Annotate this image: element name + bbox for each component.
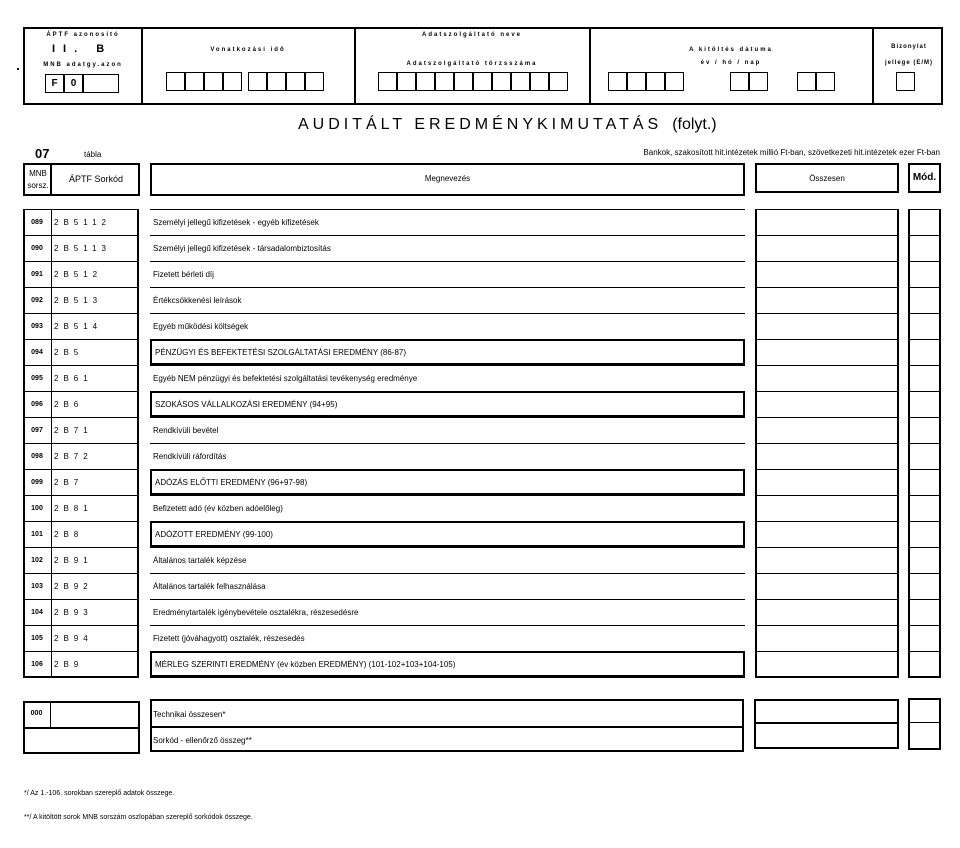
row-aptf-code: 2B513 (54, 295, 103, 305)
table-row (0, 365, 960, 391)
datum-cell-1[interactable] (608, 72, 627, 91)
col-header-mnb: MNB sorsz. (27, 169, 49, 190)
row-label: Rendkívüli ráfordítás (150, 443, 745, 469)
row-label: Rendkívüli bevétel (150, 417, 745, 443)
row-mod-input[interactable] (908, 417, 941, 443)
table-row (0, 417, 960, 443)
row-mod-input[interactable] (908, 235, 941, 261)
torzs-cell-9[interactable] (530, 72, 549, 91)
row-mnb-number: 102 (31, 556, 43, 564)
row-label: Eredménytartalék igénybevétele osztalékra, részesedésre (150, 599, 745, 625)
row-label: Fizetett bérleti díj (150, 261, 745, 287)
row-aptf-code: 2B91 (54, 555, 93, 565)
row-osszesen-input[interactable] (755, 261, 899, 287)
table-row (0, 313, 960, 339)
row-osszesen-input[interactable] (755, 365, 899, 391)
row-mnb-number: 096 (31, 400, 43, 408)
row-mnb-number: 098 (31, 452, 43, 460)
row-label: Befizetett adó (év közben adóelőleg) (150, 495, 745, 521)
row-osszesen-input[interactable] (755, 209, 899, 235)
aptf-label: ÁPTF azonosító (46, 32, 120, 38)
row-osszesen-input[interactable] (755, 313, 899, 339)
row-mod-input[interactable] (908, 495, 941, 521)
summary-left-vline (50, 701, 51, 728)
header-divider-3 (589, 27, 591, 105)
row-label: SZOKÁSOS VÁLLALKOZÁSI EREDMÉNY (94+95) (150, 391, 745, 417)
col-header-mod-label: Mód. (912, 172, 937, 183)
row-label: PÉNZÜGYI ÉS BEFEKTETÉSI SZOLGÁLTATÁSI EREDMÉNY (86-87) (150, 339, 745, 365)
row-osszesen-input[interactable] (755, 443, 899, 469)
row-aptf-code: 2B81 (54, 503, 93, 513)
row-osszesen-input[interactable] (755, 599, 899, 625)
body-bottom-mod (908, 676, 941, 678)
torzs-cell-10[interactable] (549, 72, 568, 91)
row-mod-input[interactable] (908, 443, 941, 469)
table-row (0, 469, 960, 495)
torzs-cell-4[interactable] (435, 72, 454, 91)
row-label: MÉRLEG SZERINTI EREDMÉNY (év közben EREDMÉNY) (101-102+103+104-105) (150, 651, 745, 677)
mnb-cell-1[interactable]: F (45, 74, 64, 93)
vonatkozas-label: Vonatkozási idő (210, 47, 286, 53)
summary-osszesen-input-2[interactable] (754, 722, 899, 749)
datum-cell-4[interactable] (665, 72, 684, 91)
row-osszesen-input[interactable] (755, 651, 899, 677)
row-aptf-code: 2B7 (54, 477, 84, 487)
row-mnb-number: 091 (31, 270, 43, 278)
row-osszesen-input[interactable] (755, 287, 899, 313)
tabla-label: tábla (84, 150, 102, 159)
summary-osszesen-input-1[interactable] (754, 699, 899, 723)
table-number: 07 (35, 146, 50, 161)
row-mod-input[interactable] (908, 599, 941, 625)
row-aptf-code: 2B93 (54, 607, 93, 617)
body-bottom-left (23, 676, 139, 678)
row-mod-input[interactable] (908, 313, 941, 339)
body-bottom-megnevezes (150, 677, 745, 678)
row-mnb-number: 097 (31, 426, 43, 434)
row-osszesen-input[interactable] (755, 521, 899, 547)
row-osszesen-input[interactable] (755, 235, 899, 261)
row-osszesen-input[interactable] (755, 495, 899, 521)
summary-row1-label: Technikai összesen* (153, 710, 226, 719)
header-divider-2 (354, 27, 356, 105)
row-osszesen-input[interactable] (755, 469, 899, 495)
table-row (0, 599, 960, 625)
table-row (0, 339, 960, 365)
vonatkozas-cell-1[interactable] (166, 72, 185, 91)
summary-row2-label: Sorkód - ellenőrző összeg** (153, 736, 252, 745)
row-aptf-code: 2B72 (54, 451, 93, 461)
torzs-cell-5[interactable] (454, 72, 473, 91)
datum-cell-8[interactable] (816, 72, 835, 91)
col-header-megnevezes-label: Megnevezés (424, 174, 471, 183)
vonatkozas-cell-6[interactable] (267, 72, 286, 91)
vonatkozas-cell-4[interactable] (223, 72, 242, 91)
table-row (0, 443, 960, 469)
torzs-cell-6[interactable] (473, 72, 492, 91)
jellege-label: jellege (E/M) (884, 60, 933, 66)
row-mod-input[interactable] (908, 365, 941, 391)
table-row (0, 235, 960, 261)
adatszolg-torzs-label: Adatszolgáltató törzsszáma (406, 61, 538, 67)
vonatkozas-cell-2[interactable] (185, 72, 204, 91)
row-label: Fizetett (jóváhagyott) osztalék, részesedés (150, 625, 745, 651)
page-title (298, 116, 717, 134)
adatszolg-nev-label: Adatszolgáltató neve (421, 32, 522, 38)
summary-mod-hline (908, 722, 941, 723)
row-mod-input[interactable] (908, 261, 941, 287)
table-row (0, 391, 960, 417)
row-osszesen-input[interactable] (755, 391, 899, 417)
table-row (0, 651, 960, 677)
table-row (0, 261, 960, 287)
torzs-cell-1[interactable] (378, 72, 397, 91)
row-label: Értékcsökkenési leírások (150, 287, 745, 313)
row-mnb-number: 106 (31, 660, 43, 668)
row-mnb-number: 090 (31, 244, 43, 252)
bizonylat-label: Bizonylat (891, 44, 927, 50)
row-label: ADÓZOTT EREDMÉNY (99-100) (150, 521, 745, 547)
mnb-cell-3[interactable] (83, 74, 119, 93)
torzs-cell-2[interactable] (397, 72, 416, 91)
row-mnb-number: 099 (31, 478, 43, 486)
row-mod-input[interactable] (908, 287, 941, 313)
col-header-osszesen-label: Összesen (809, 174, 845, 183)
table-row (0, 287, 960, 313)
row-mod-input[interactable] (908, 625, 941, 651)
row-aptf-code: 2B92 (54, 581, 93, 591)
mnb-label: MNB adatgy.azon (43, 62, 123, 68)
row-aptf-code: 2B61 (54, 373, 93, 383)
table-row (0, 521, 960, 547)
row-mnb-number: 089 (31, 218, 43, 226)
header-divider-1 (141, 27, 143, 105)
row-mnb-number: 105 (31, 634, 43, 642)
vonatkozas-cell-8[interactable] (305, 72, 324, 91)
row-osszesen-input[interactable] (755, 547, 899, 573)
row-aptf-code: 2B8 (54, 529, 84, 539)
vonatkozas-cell-5[interactable] (248, 72, 267, 91)
row-mod-input[interactable] (908, 573, 941, 599)
row-label: Személyi jellegű kifizetések - egyéb kifizetések (150, 209, 745, 235)
row-aptf-code: 2B6 (54, 399, 84, 409)
header-divider-4 (872, 27, 874, 105)
torzs-cell-3[interactable] (416, 72, 435, 91)
row-osszesen-input[interactable] (755, 573, 899, 599)
col-header-aptf: ÁPTF Sorkód (68, 174, 124, 184)
title-suffix: (folyt.) (672, 116, 717, 133)
summary-mod-frame (908, 698, 941, 750)
datum-cell-5[interactable] (730, 72, 749, 91)
aptf-code: II. B (52, 43, 113, 55)
kitoltes-label: A kitöltés dátuma (689, 47, 773, 53)
row-mnb-number: 093 (31, 322, 43, 330)
row-aptf-code: 2B5 (54, 347, 84, 357)
row-mod-input[interactable] (908, 391, 941, 417)
row-aptf-code: 2B5113 (54, 243, 111, 253)
row-mnb-number: 095 (31, 374, 43, 382)
table-row (0, 209, 960, 235)
title-main: AUDITÁLT EREDMÉNYKIMUTATÁS (298, 116, 663, 133)
row-mnb-number: 104 (31, 608, 43, 616)
kitoltes-format: év / hó / nap (700, 60, 762, 66)
row-mod-input[interactable] (908, 339, 941, 365)
table-row (0, 573, 960, 599)
summary-row1-mnb: 000 (30, 710, 43, 717)
row-osszesen-input[interactable] (755, 339, 899, 365)
row-label: Általános tartalék felhasználása (150, 573, 745, 599)
row-mod-input[interactable] (908, 209, 941, 235)
row-aptf-code: 2B512 (54, 269, 103, 279)
table-row (0, 625, 960, 651)
mnb-cell-2[interactable]: 0 (64, 74, 83, 93)
summary-megn-hline (150, 726, 744, 728)
row-mnb-number: 100 (31, 504, 43, 512)
row-mnb-number: 101 (31, 530, 43, 538)
jellege-cell[interactable] (896, 72, 915, 91)
row-aptf-code: 2B5112 (54, 217, 111, 227)
row-mod-input[interactable] (908, 651, 941, 677)
body-bottom-osszesen (755, 676, 899, 678)
row-mod-input[interactable] (908, 521, 941, 547)
vonatkozas-cell-3[interactable] (204, 72, 223, 91)
datum-cell-6[interactable] (749, 72, 768, 91)
units-note: Bankok, szakosított hit.intézetek millió Ft-ban, szövetkezeti hit.intézetek ezer Ft-ban (643, 148, 940, 157)
row-mod-input[interactable] (908, 469, 941, 495)
vonatkozas-cell-7[interactable] (286, 72, 305, 91)
torzs-cell-7[interactable] (492, 72, 511, 91)
row-aptf-code: 2B71 (54, 425, 93, 435)
table-row (0, 547, 960, 573)
row-mod-input[interactable] (908, 547, 941, 573)
footnote-2: **/ A kitöltött sorok MNB sorszám oszlopában szereplő sorkódok összege. (24, 814, 253, 821)
row-mnb-number: 094 (31, 348, 43, 356)
table-row (0, 495, 960, 521)
row-aptf-code: 2B94 (54, 633, 93, 643)
row-osszesen-input[interactable] (755, 625, 899, 651)
datum-cell-2[interactable] (627, 72, 646, 91)
row-mnb-number: 103 (31, 582, 43, 590)
header-left-tick (17, 68, 19, 70)
row-aptf-code: 2B9 (54, 659, 84, 669)
row-label: Egyéb működési költségek (150, 313, 745, 339)
row-label: ADÓZÁS ELŐTTI EREDMÉNY (96+97-98) (150, 469, 745, 495)
footnote-1: */ Az 1.-106. sorokban szereplő adatok összege. (24, 790, 175, 797)
summary-left-hline (23, 727, 140, 729)
datum-cell-3[interactable] (646, 72, 665, 91)
row-label: Egyéb NEM pénzügyi és befektetési szolgáltatási tevékenység eredménye (150, 365, 745, 391)
torzs-cell-8[interactable] (511, 72, 530, 91)
row-mnb-number: 092 (31, 296, 43, 304)
row-label: Személyi jellegű kifizetések - társadalombiztosítás (150, 235, 745, 261)
row-label: Általános tartalék képzése (150, 547, 745, 573)
row-osszesen-input[interactable] (755, 417, 899, 443)
datum-cell-7[interactable] (797, 72, 816, 91)
row-aptf-code: 2B514 (54, 321, 103, 331)
